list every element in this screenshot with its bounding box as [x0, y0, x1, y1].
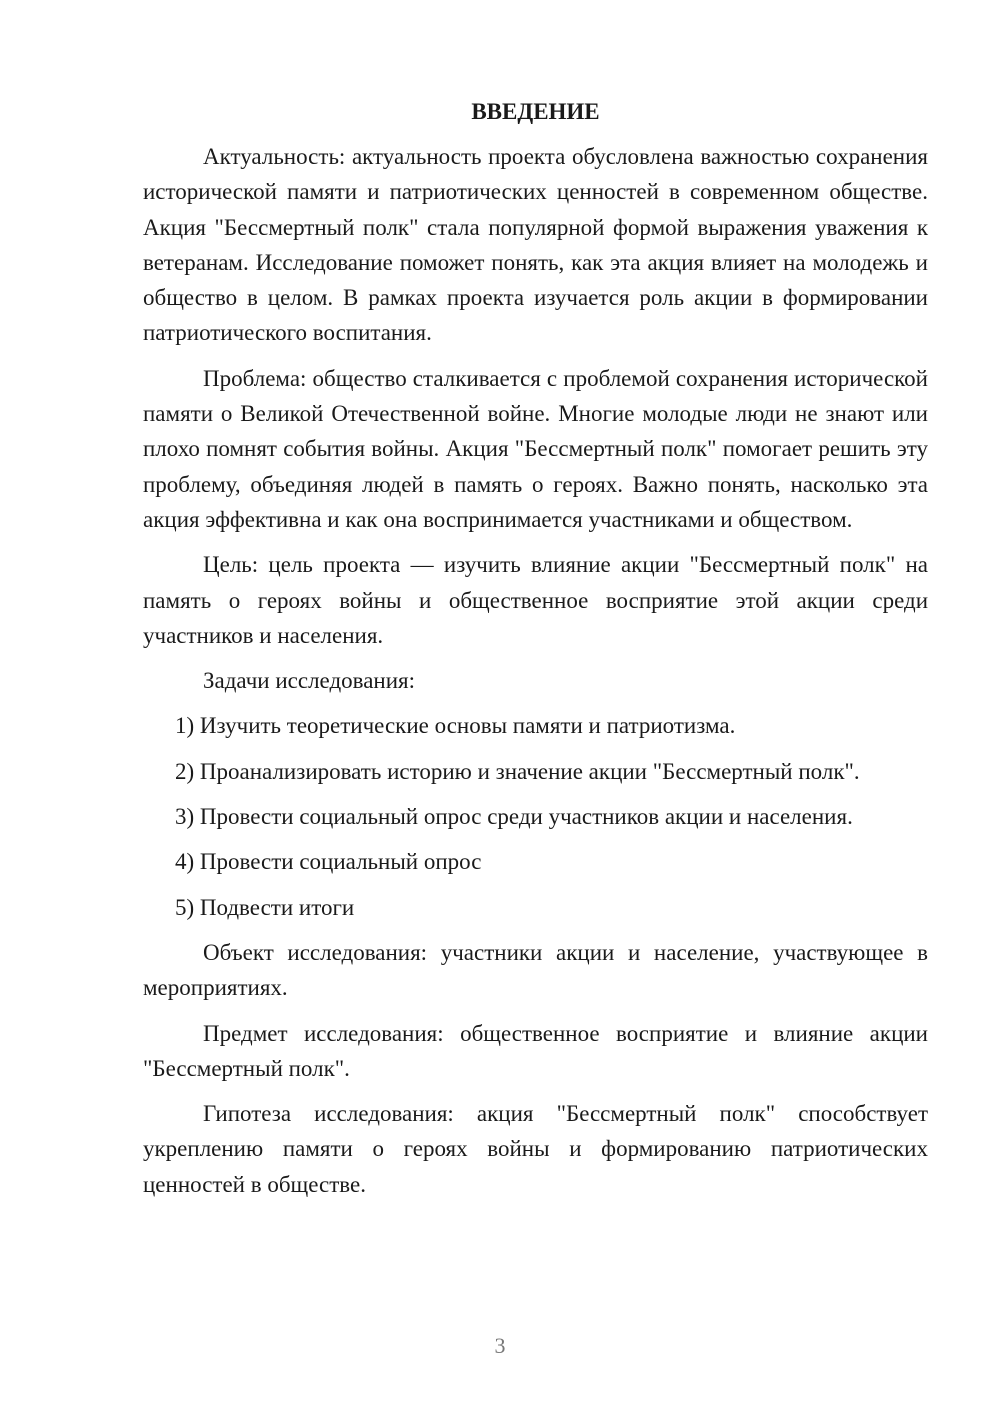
list-item: 3) Провести социальный опрос среди участников акции и населения.	[175, 804, 853, 830]
page-number: 3	[494, 1333, 506, 1358]
goal-paragraph: Цель: цель проекта — изучить влияние акции "Бессмертный полк" на память о героях войны и общественное восприятие этой акции среди участников и населения.	[143, 552, 928, 648]
hypothesis-paragraph: Гипотеза исследования: акция "Бессмертный полк" способствует укреплению памяти о героях войны и формированию патриотических ценностей в обществе.	[143, 1101, 928, 1197]
page-title: ВВЕДЕНИЕ	[471, 99, 600, 124]
tasks-list	[143, 708, 928, 924]
problem-paragraph: Проблема: общество сталкивается с проблемой сохранения исторической памяти о Великой Отечественной войне. Многие молодые люди не знают или плохо помнят события войны. Акция "Бессмертный полк" помогает решить эту проблему, объединяя людей в память о героях. Важно понять, насколько эта акция эффективна и как она воспринимается участниками и обществом.	[143, 365, 928, 532]
list-item: 4) Провести социальный опрос	[175, 849, 482, 875]
list-item: 5) Подвести итоги	[175, 894, 355, 920]
document-body	[143, 94, 928, 1212]
relevance-paragraph: Актуальность: актуальность проекта обусловлена важностью сохранения исторической памяти и патриотических ценностей в современном обществе. Акция "Бессмертный полк" стала популярной формой выражения уважения к ветеранам. Исследование поможет понять, как эта акция влияет на молодежь и общество в целом. В рамках проекта изучается роль акции в формировании патриотического воспитания.	[143, 144, 928, 346]
object-paragraph: Объект исследования: участники акции и население, участвующее в мероприятиях.	[143, 939, 928, 1001]
tasks-title: Задачи исследования:	[203, 668, 416, 694]
list-item: 2) Проанализировать историю и значение акции "Бессмертный полк".	[175, 758, 860, 784]
list-item: 1) Изучить теоретические основы памяти и патриотизма.	[175, 713, 736, 739]
subject-paragraph: Предмет исследования: общественное восприятие и влияние акции "Бессмертный полк".	[143, 1020, 928, 1081]
